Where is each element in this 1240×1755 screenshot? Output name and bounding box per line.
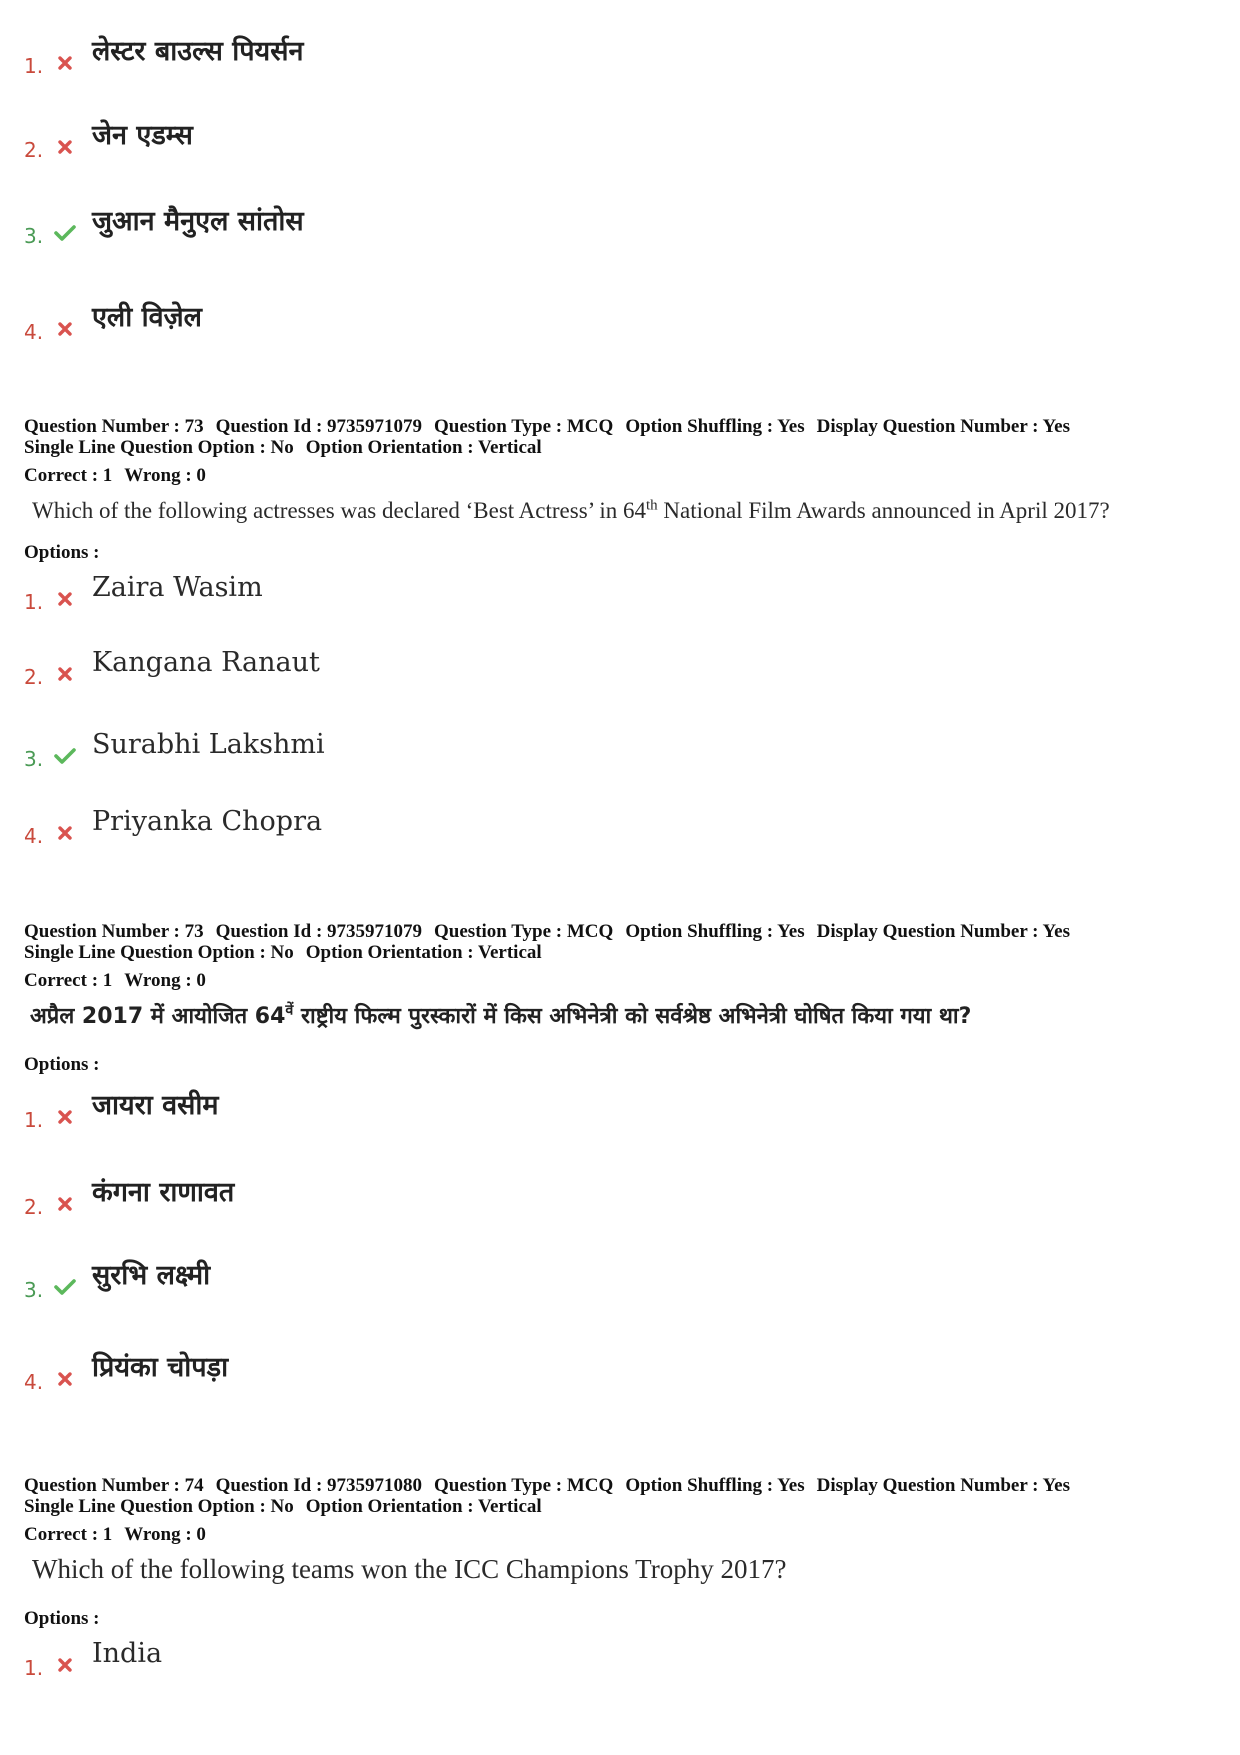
single-line-option-label: Single Line Question Option : No [24, 1496, 294, 1517]
option-text: लेस्टर बाउल्स पियर्सन [92, 36, 304, 67]
option-text: जेन एडम्स [92, 120, 193, 151]
question-number-label: Question Number : 73 [24, 921, 204, 942]
question-type-label: Question Type : MCQ [434, 921, 614, 942]
options-label: Options : [24, 542, 100, 563]
option-text: कंगना राणावत [92, 1177, 235, 1208]
question-text-rest: National Film Awards announced in April 2017? [657, 498, 1110, 523]
checkmark-icon [54, 220, 76, 246]
question-text: Which of the following teams won the ICC Champions Trophy 2017? [32, 1554, 787, 1584]
option-number: 3. [24, 1278, 44, 1302]
options-label: Options : [24, 1608, 100, 1629]
option-number: 2. [24, 1195, 44, 1219]
option-number: 4. [24, 1370, 44, 1394]
option-text: सुरभि लक्ष्मी [92, 1260, 211, 1291]
question-meta-line2 [24, 942, 542, 963]
question-meta-line2 [24, 1496, 542, 1517]
option-text: जायरा वसीम [92, 1090, 219, 1121]
option-text: प्रियंका चोपड़ा [92, 1352, 229, 1383]
question-text [32, 496, 1110, 526]
cross-icon [54, 820, 76, 846]
question-marks [24, 1524, 206, 1545]
cross-icon [54, 134, 76, 160]
wrong-marks-label: Wrong : 0 [124, 970, 206, 991]
checkmark-icon [54, 1274, 76, 1300]
option-text: जुआन मैनुएल सांतोस [92, 206, 304, 237]
option-number: 1. [24, 54, 44, 78]
option-shuffling-label: Option Shuffling : Yes [625, 416, 805, 437]
question-id-label: Question Id : 9735971079 [215, 921, 423, 942]
option-number: 1. [24, 590, 44, 614]
question-marks [24, 970, 206, 991]
option-orientation-label: Option Orientation : Vertical [305, 437, 542, 458]
correct-marks-label: Correct : 1 [24, 465, 113, 486]
cross-icon [54, 1104, 76, 1130]
cross-icon [54, 1191, 76, 1217]
wrong-marks-label: Wrong : 0 [124, 1524, 206, 1545]
question-text-main: Which of the following actresses was declared ‘Best Actress’ in 64 [32, 498, 646, 523]
question-meta-line1 [24, 921, 1070, 942]
question-meta-line1 [24, 416, 1070, 437]
single-line-option-label: Single Line Question Option : No [24, 437, 294, 458]
cross-icon [54, 1652, 76, 1678]
option-number: 1. [24, 1108, 44, 1132]
option-number: 3. [24, 224, 44, 248]
option-text: Kangana Ranaut [92, 647, 320, 678]
option-orientation-label: Option Orientation : Vertical [305, 1496, 542, 1517]
option-text: Priyanka Chopra [92, 806, 323, 837]
question-id-label: Question Id : 9735971079 [215, 416, 423, 437]
cross-icon [54, 316, 76, 342]
question-text-superscript: th [646, 497, 658, 514]
wrong-marks-label: Wrong : 0 [124, 465, 206, 486]
question-text [30, 1002, 971, 1032]
option-orientation-label: Option Orientation : Vertical [305, 942, 542, 963]
question-text-rest: राष्ट्रीय फिल्म पुरस्कारों में किस अभिनेत्री को सर्वश्रेष्ठ अभिनेत्री घोषित किया गया था? [293, 1004, 972, 1029]
correct-marks-label: Correct : 1 [24, 1524, 113, 1545]
option-number: 2. [24, 138, 44, 162]
option-shuffling-label: Option Shuffling : Yes [625, 1475, 805, 1496]
question-text-superscript: वें [285, 1002, 294, 1019]
single-line-option-label: Single Line Question Option : No [24, 942, 294, 963]
options-label: Options : [24, 1054, 100, 1075]
question-meta-line2 [24, 437, 542, 458]
option-shuffling-label: Option Shuffling : Yes [625, 921, 805, 942]
question-meta-line1 [24, 1475, 1070, 1496]
option-text: India [92, 1638, 163, 1669]
option-number: 4. [24, 320, 44, 344]
option-text: Surabhi Lakshmi [92, 729, 325, 760]
question-type-label: Question Type : MCQ [434, 416, 614, 437]
question-type-label: Question Type : MCQ [434, 1475, 614, 1496]
cross-icon [54, 661, 76, 687]
cross-icon [54, 50, 76, 76]
question-text-main: अप्रैल 2017 में आयोजित 64 [30, 1004, 286, 1029]
display-question-number-label: Display Question Number : Yes [816, 921, 1070, 942]
option-text: Zaira Wasim [92, 572, 263, 603]
question-marks [24, 465, 206, 486]
correct-marks-label: Correct : 1 [24, 970, 113, 991]
checkmark-icon [54, 743, 76, 769]
cross-icon [54, 1366, 76, 1392]
option-number: 2. [24, 665, 44, 689]
display-question-number-label: Display Question Number : Yes [816, 1475, 1070, 1496]
option-number: 4. [24, 824, 44, 848]
option-number: 3. [24, 747, 44, 771]
cross-icon [54, 586, 76, 612]
option-number: 1. [24, 1656, 44, 1680]
question-number-label: Question Number : 73 [24, 416, 204, 437]
question-id-label: Question Id : 9735971080 [215, 1475, 423, 1496]
display-question-number-label: Display Question Number : Yes [816, 416, 1070, 437]
option-text: एली विज़ेल [92, 302, 202, 333]
question-number-label: Question Number : 74 [24, 1475, 204, 1496]
